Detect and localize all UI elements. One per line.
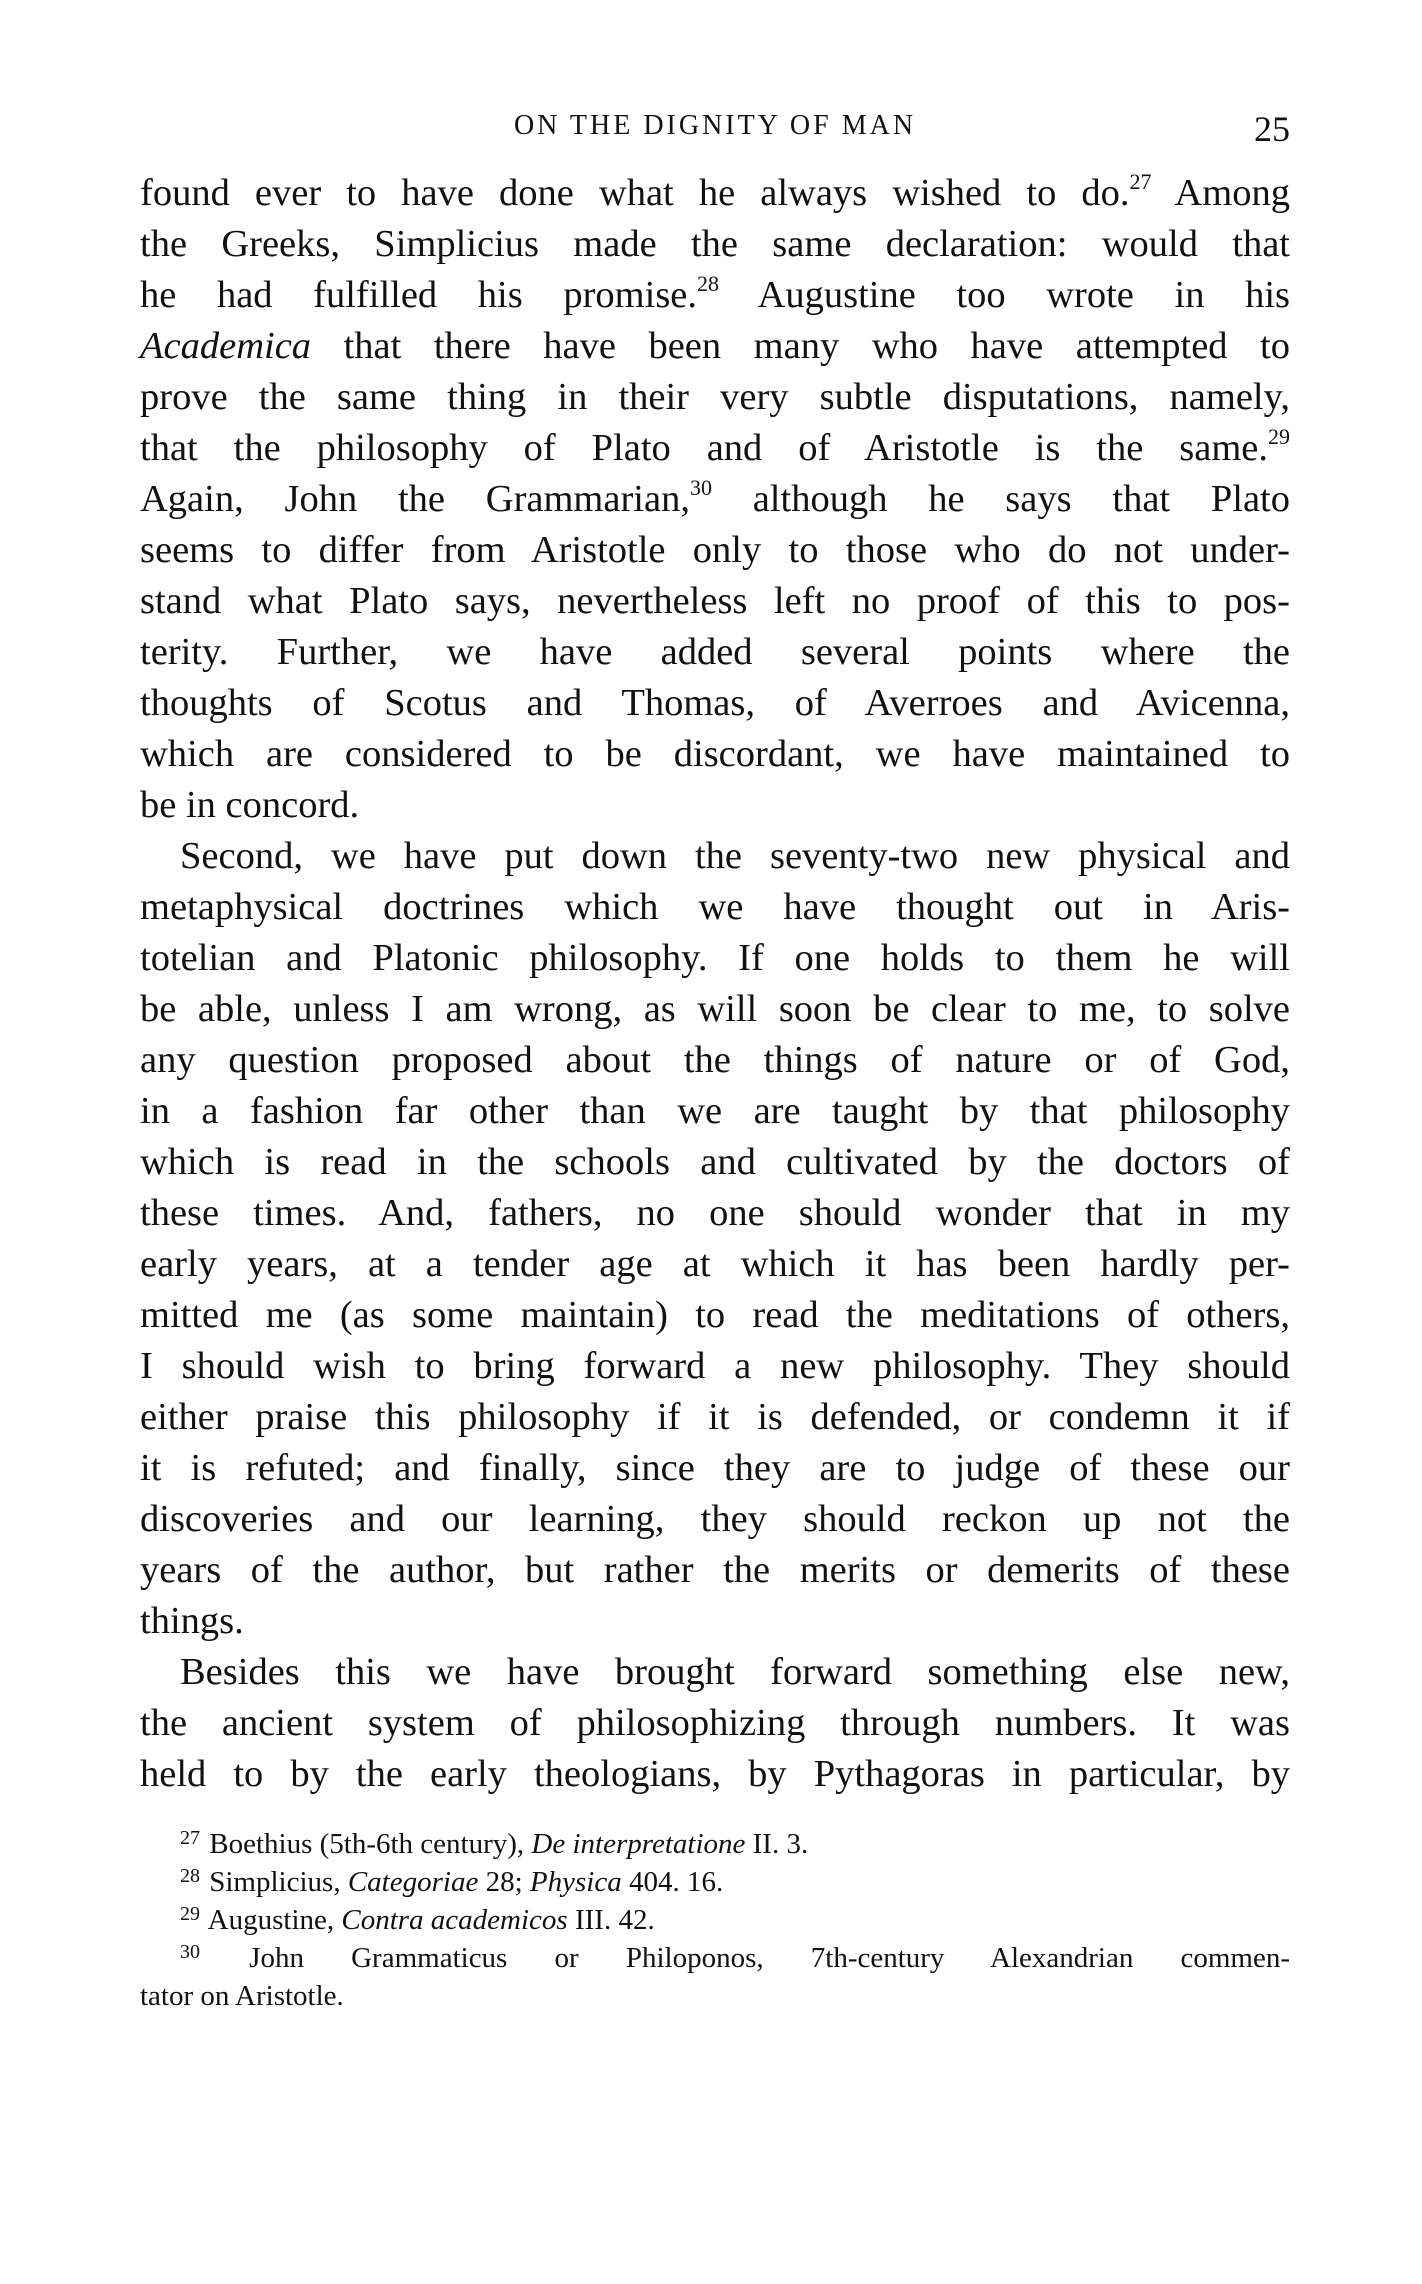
footnote-italic: Contra academicos [341,1904,568,1936]
text-line: which is read in the schools and cultivated by the doctors of [140,1141,1290,1183]
footnote-ref-28: 28 [697,271,720,296]
text-line: I should wish to bring forward a new philosophy. They should [140,1345,1290,1387]
text-line: metaphysical doctrines which we have thought out in Aris- [140,886,1290,928]
footnote-text: Simplicius, [209,1866,348,1898]
text-line [140,321,1290,372]
footnote-28 [140,1863,1290,1901]
text-span: he had fulfilled his promise. [140,274,698,316]
text-span: that there have been many who have attempted to [311,325,1290,367]
text-line: be able, unless I am wrong, as will soon be clear to me, to solve [140,988,1290,1030]
text-span: Among [1151,172,1290,214]
text-line: seems to differ from Aristotle only to those who do not under- [140,529,1290,571]
footnote-text: Boethius (5th-6th century), [209,1828,532,1860]
footnote-number: 29 [180,1903,200,1925]
footnote-italic: Categoriae [347,1866,479,1898]
text-line [140,423,1290,474]
text-line [140,474,1290,525]
running-title: ON THE DIGNITY OF MAN [513,110,917,141]
footnote-30-continued: tator on Aristotle. [140,1980,344,2012]
text-span: Augustine too wrote in his [719,274,1291,316]
text-line: discoveries and our learning, they should reckon up not the [140,1498,1290,1540]
page-number: 25 [1254,109,1290,149]
text-line: be in concord. [140,784,360,826]
footnote-text: Augustine, [207,1904,342,1936]
text-line: it is refuted; and finally, since they are to judge of these our [140,1447,1290,1489]
footnote-ref-29: 29 [1268,424,1290,449]
footnote-27 [140,1825,1290,1863]
text-line: these times. And, fathers, no one should wonder that in my [140,1192,1290,1234]
text-span: Again, John the Grammarian, [140,478,690,520]
text-line [140,270,1290,321]
text-line: which are considered to be discordant, we have maintained to [140,733,1290,775]
text-line: years of the author, but rather the merits or demerits of these [140,1549,1290,1591]
footnote-ref-27: 27 [1129,169,1152,194]
text-line: the ancient system of philosophizing through numbers. It was [140,1702,1290,1744]
paragraph-start: Besides this we have brought forward something else new, [180,1651,1290,1693]
footnote-number: 30 [180,1941,200,1963]
text-line: totelian and Platonic philosophy. If one holds to them he will [140,937,1290,979]
text-line: the Greeks, Simplicius made the same declaration: would that [140,223,1290,265]
italic-title: Academica [140,325,312,367]
text-line: either praise this philosophy if it is defended, or condemn it if [140,1396,1290,1438]
running-head [140,110,1290,150]
text-line [140,168,1290,219]
footnote-text: 404. 16. [621,1866,724,1898]
footnote-text: III. 42. [567,1904,655,1936]
text-span: that the philosophy of Plato and of Aristotle is the same. [140,427,1268,469]
footnote-text: John Grammaticus or Philoponos, 7th-century Alexandrian commen- [249,1942,1291,1974]
footnote-29 [140,1901,1290,1939]
text-line: thoughts of Scotus and Thomas, of Averroes and Avicenna, [140,682,1290,724]
paragraph-start: Second, we have put down the seventy-two new physical and [180,835,1290,877]
text-line: early years, at a tender age at which it has been hardly per- [140,1243,1290,1285]
text-span: although he says that Plato [711,478,1291,520]
footnote-ref-30: 30 [689,475,712,500]
text-line: things. [140,1600,244,1642]
footnote-text: 28; [478,1866,530,1898]
footnote-text: II. 3. [745,1828,809,1860]
text-span: found ever to have done what he always wished to do. [140,172,1130,214]
footnotes [140,1825,1290,2015]
text-line: held to by the early theologians, by Pythagoras in particular, by [140,1753,1290,1795]
text-line: in a fashion far other than we are taught by that philosophy [140,1090,1290,1132]
footnote-30 [140,1939,1290,1977]
footnote-italic: De interpretatione [531,1828,746,1860]
body-text [140,168,1290,1800]
text-line: any question proposed about the things of nature or of God, [140,1039,1290,1081]
footnote-number: 28 [180,1865,200,1887]
footnote-italic: Physica [529,1866,622,1898]
text-line: stand what Plato says, nevertheless left no proof of this to pos- [140,580,1290,622]
footnote-number: 27 [180,1827,200,1849]
text-line: terity. Further, we have added several points where the [140,631,1290,673]
text-line: mitted me (as some maintain) to read the meditations of others, [140,1294,1290,1336]
text-line: prove the same thing in their very subtle disputations, namely, [140,376,1290,418]
